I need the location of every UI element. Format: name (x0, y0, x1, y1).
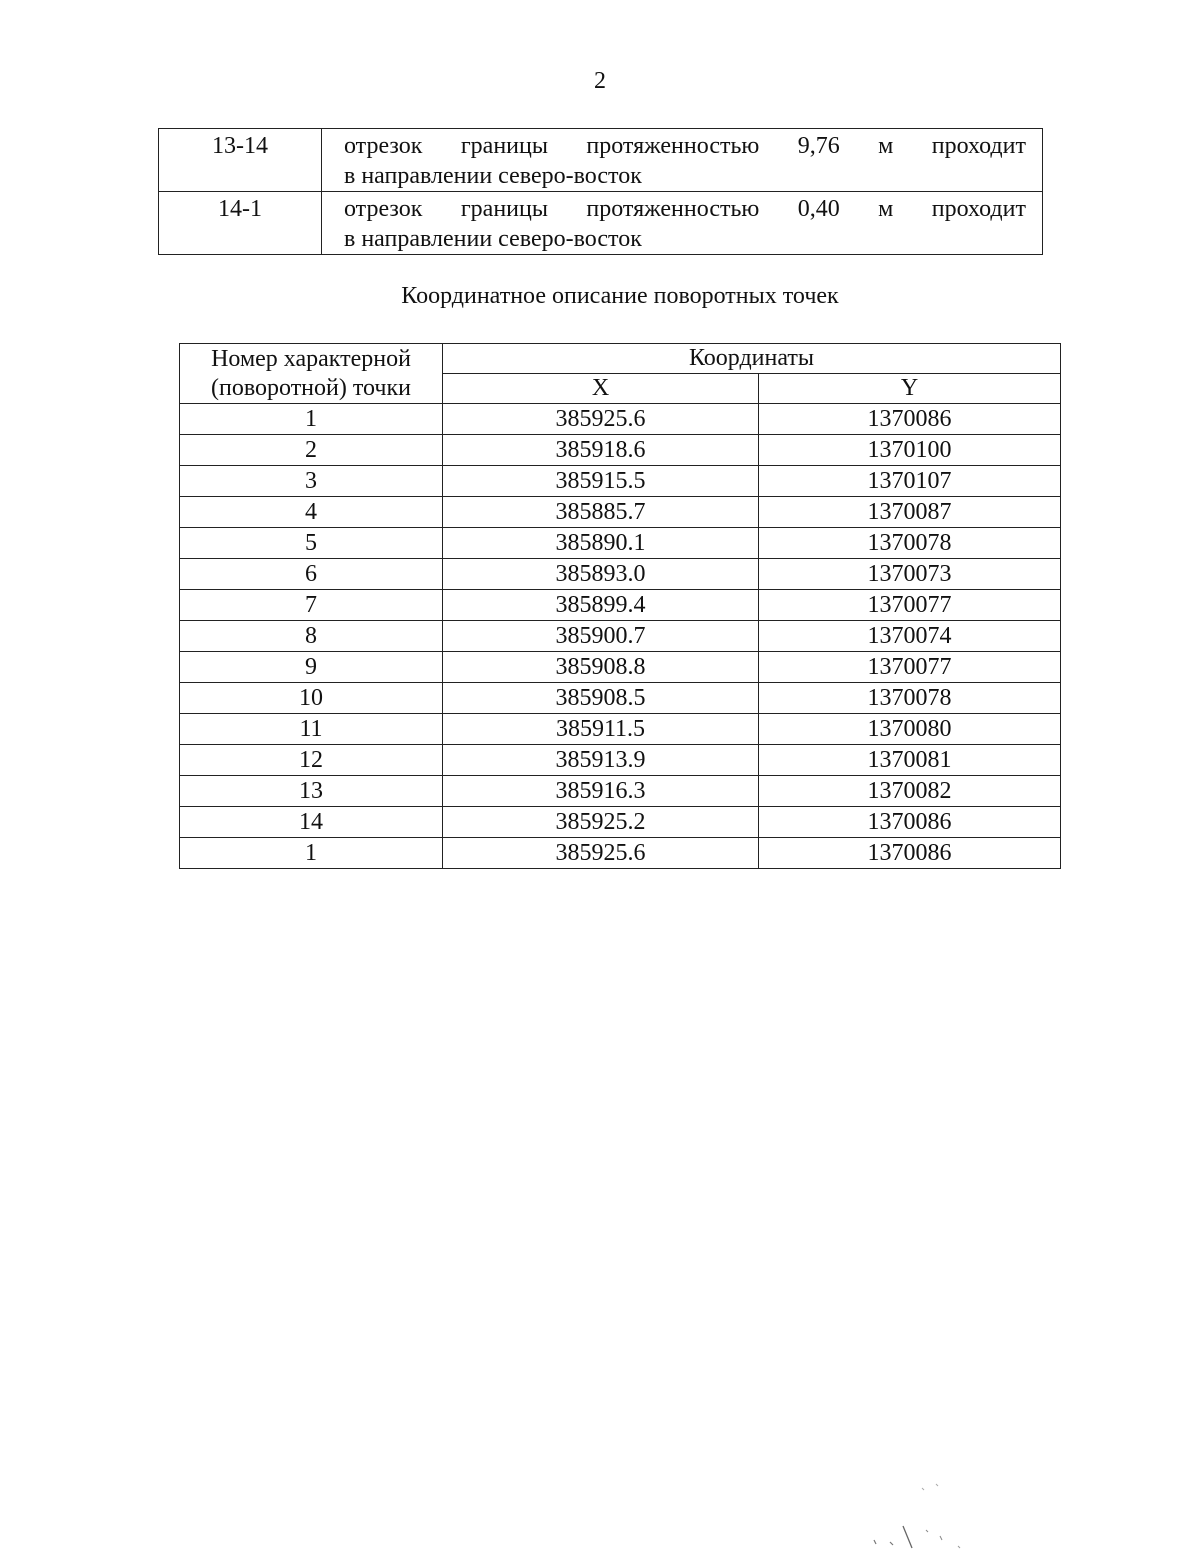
point-number-cell: 7 (180, 590, 443, 621)
segment-word: 9,76 (797, 133, 840, 159)
y-coordinate-cell: 1370074 (759, 621, 1061, 652)
point-number-cell: 10 (180, 683, 443, 714)
x-coordinate-cell: 385900.7 (443, 621, 759, 652)
y-coordinate-cell: 1370107 (759, 466, 1061, 497)
segment-word: м (878, 196, 894, 222)
segment-row (159, 129, 1043, 192)
y-coordinate-cell: 1370073 (759, 559, 1061, 590)
point-number-cell: 1 (180, 838, 443, 869)
x-coordinate-cell: 385908.5 (443, 683, 759, 714)
table-row (180, 776, 1061, 807)
segment-id: 14-1 (159, 192, 322, 255)
table-row (180, 714, 1061, 745)
x-header: X (443, 374, 759, 404)
segment-line2: в направлении северо-восток (344, 226, 642, 252)
x-coordinate-cell: 385908.8 (443, 652, 759, 683)
x-coordinate-cell: 385913.9 (443, 745, 759, 776)
y-coordinate-cell: 1370081 (759, 745, 1061, 776)
x-coordinate-cell: 385916.3 (443, 776, 759, 807)
point-number-cell: 6 (180, 559, 443, 590)
y-coordinate-cell: 1370077 (759, 652, 1061, 683)
y-coordinate-cell: 1370086 (759, 838, 1061, 869)
segment-word: м (878, 133, 894, 159)
table-row (180, 621, 1061, 652)
segment-word: отрезок (344, 133, 423, 159)
table-row (180, 559, 1061, 590)
segments-table (158, 128, 1043, 255)
table-row (180, 404, 1061, 435)
table-row (180, 528, 1061, 559)
point-number-cell: 3 (180, 466, 443, 497)
table-row (180, 590, 1061, 621)
point-number-cell: 8 (180, 621, 443, 652)
table-row (180, 466, 1061, 497)
point-number-cell: 1 (180, 404, 443, 435)
coordinates-header-cell: Координаты (443, 344, 1061, 374)
point-header-line2: (поворотной) точки (211, 374, 411, 401)
segment-word: границы (460, 196, 548, 222)
y-coordinate-cell: 1370086 (759, 404, 1061, 435)
segment-word: 0,40 (797, 196, 840, 222)
table-row (180, 807, 1061, 838)
y-coordinate-cell: 1370078 (759, 683, 1061, 714)
x-coordinate-cell: 385899.4 (443, 590, 759, 621)
x-coordinate-cell: 385925.6 (443, 404, 759, 435)
y-coordinate-cell: 1370087 (759, 497, 1061, 528)
point-number-cell: 5 (180, 528, 443, 559)
segment-line2: в направлении северо-восток (344, 163, 642, 189)
point-number-cell: 12 (180, 745, 443, 776)
x-coordinate-cell: 385918.6 (443, 435, 759, 466)
x-coordinate-cell: 385925.2 (443, 807, 759, 838)
segment-description (322, 129, 1043, 192)
segments-body (159, 129, 1043, 255)
x-coordinate-cell: 385890.1 (443, 528, 759, 559)
segment-word: проходит (931, 196, 1026, 222)
table-row (180, 683, 1061, 714)
x-coordinate-cell: 385911.5 (443, 714, 759, 745)
table-row (180, 838, 1061, 869)
segment-row (159, 192, 1043, 255)
coordinates-header (180, 344, 1061, 404)
coordinates-table (179, 343, 1061, 869)
x-coordinate-cell: 385885.7 (443, 497, 759, 528)
segment-line1 (344, 131, 1026, 161)
point-number-cell: 4 (180, 497, 443, 528)
y-coordinate-cell: 1370082 (759, 776, 1061, 807)
segment-word: границы (460, 133, 548, 159)
table-row (180, 745, 1061, 776)
point-number-cell: 11 (180, 714, 443, 745)
table-row (180, 435, 1061, 466)
point-number-cell: 13 (180, 776, 443, 807)
segment-word: протяженностью (586, 133, 760, 159)
y-coordinate-cell: 1370077 (759, 590, 1061, 621)
section-title: Координатное описание поворотных точек (401, 283, 839, 309)
segment-description (322, 192, 1043, 255)
point-number-header (180, 344, 443, 404)
point-number-cell: 9 (180, 652, 443, 683)
table-row (180, 497, 1061, 528)
x-coordinate-cell: 385893.0 (443, 559, 759, 590)
page-number: 2 (594, 68, 606, 94)
y-coordinate-cell: 1370078 (759, 528, 1061, 559)
segment-line1 (344, 194, 1026, 224)
y-header: Y (759, 374, 1061, 404)
coordinates-body (180, 404, 1061, 869)
y-coordinate-cell: 1370080 (759, 714, 1061, 745)
x-coordinate-cell: 385915.5 (443, 466, 759, 497)
scan-artifact-marks (862, 1482, 972, 1552)
x-coordinate-cell: 385925.6 (443, 838, 759, 869)
y-coordinate-cell: 1370100 (759, 435, 1061, 466)
header-row (180, 344, 1061, 374)
y-coordinate-cell: 1370086 (759, 807, 1061, 838)
segment-id: 13-14 (159, 129, 322, 192)
point-number-cell: 2 (180, 435, 443, 466)
point-number-cell: 14 (180, 807, 443, 838)
segment-word: проходит (931, 133, 1026, 159)
segment-word: протяженностью (586, 196, 760, 222)
table-row (180, 652, 1061, 683)
segment-word: отрезок (344, 196, 423, 222)
point-header-line1: Номер характерной (211, 345, 411, 372)
